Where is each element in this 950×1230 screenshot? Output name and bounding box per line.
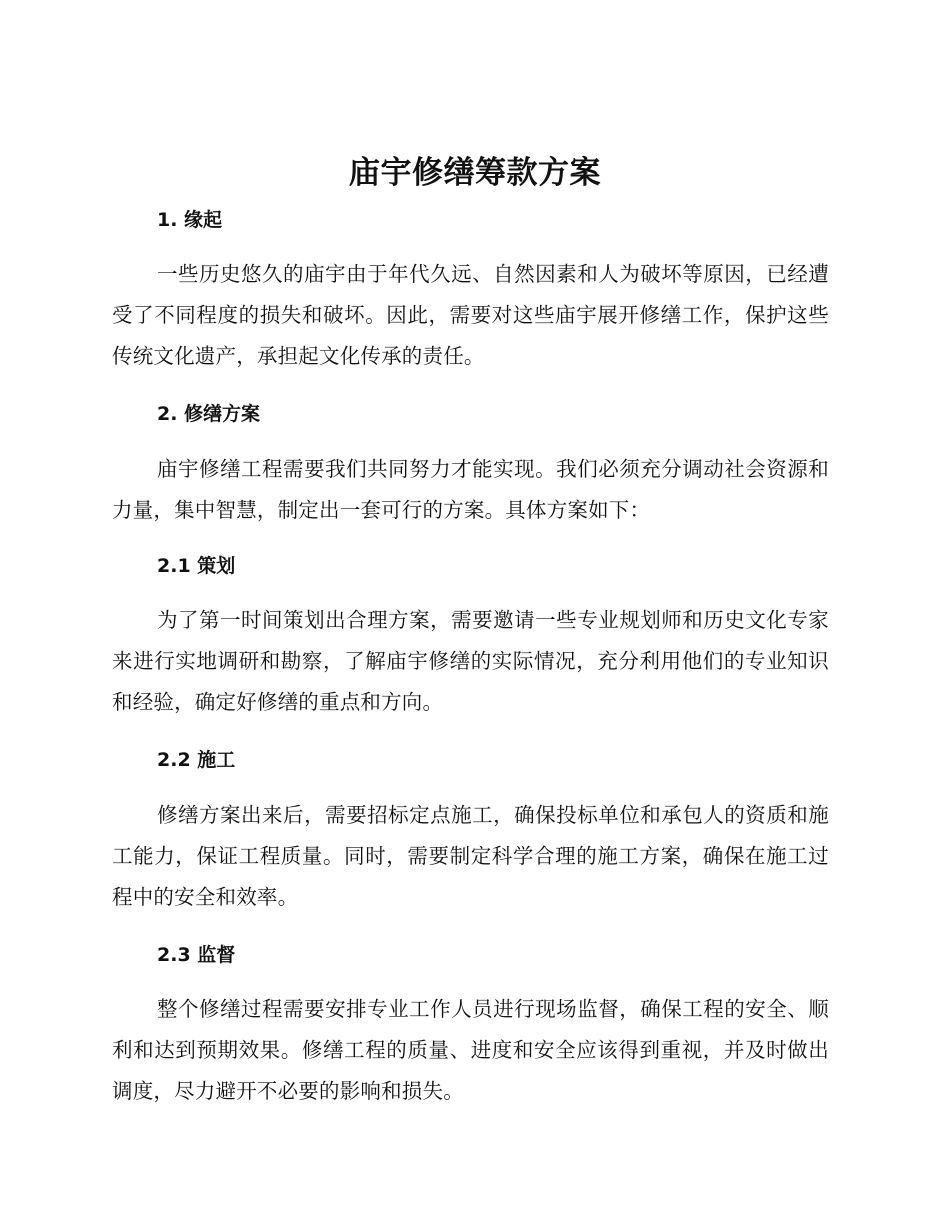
section-paragraph-origin: 一些历史悠久的庙宇由于年代久远、自然因素和人为破坏等原因，已经遭受了不同程度的损失和破坏。因此，需要对这些庙宇展开修缮工作，保护这些传统文化遗产，承担起文化传承的责任。 (112, 262, 829, 368)
section-heading-construction: 2.2 施工 (157, 749, 236, 771)
section-heading-planning: 2.1 策划 (157, 555, 236, 577)
section-paragraph-supervision: 整个修缮过程需要安排专业工作人员进行现场监督，确保工程的安全、顺利和达到预期效果。修缮工程的质量、进度和安全应该得到重视，并及时做出调度，尽力避开不必要的影响和损失。 (112, 997, 829, 1103)
section-paragraph-plan: 庙宇修缮工程需要我们共同努力才能实现。我们必须充分调动社会资源和力量，集中智慧，制定出一套可行的方案。具体方案如下： (112, 457, 829, 522)
section-heading-plan: 2. 修缮方案 (157, 403, 261, 425)
document-title: 庙宇修缮筹款方案 (349, 155, 601, 191)
section-paragraph-planning: 为了第一时间策划出合理方案，需要邀请一些专业规划师和历史文化专家来进行实地调研和勘察，了解庙宇修缮的实际情况，充分利用他们的专业知识和经验，确定好修缮的重点和方向。 (112, 608, 829, 714)
section-paragraph-construction: 修缮方案出来后，需要招标定点施工，确保投标单位和承包人的资质和施工能力，保证工程质量。同时，需要制定科学合理的施工方案，确保在施工过程中的安全和效率。 (112, 803, 829, 909)
section-heading-origin: 1. 缘起 (157, 209, 223, 231)
section-heading-supervision: 2.3 监督 (157, 944, 236, 966)
